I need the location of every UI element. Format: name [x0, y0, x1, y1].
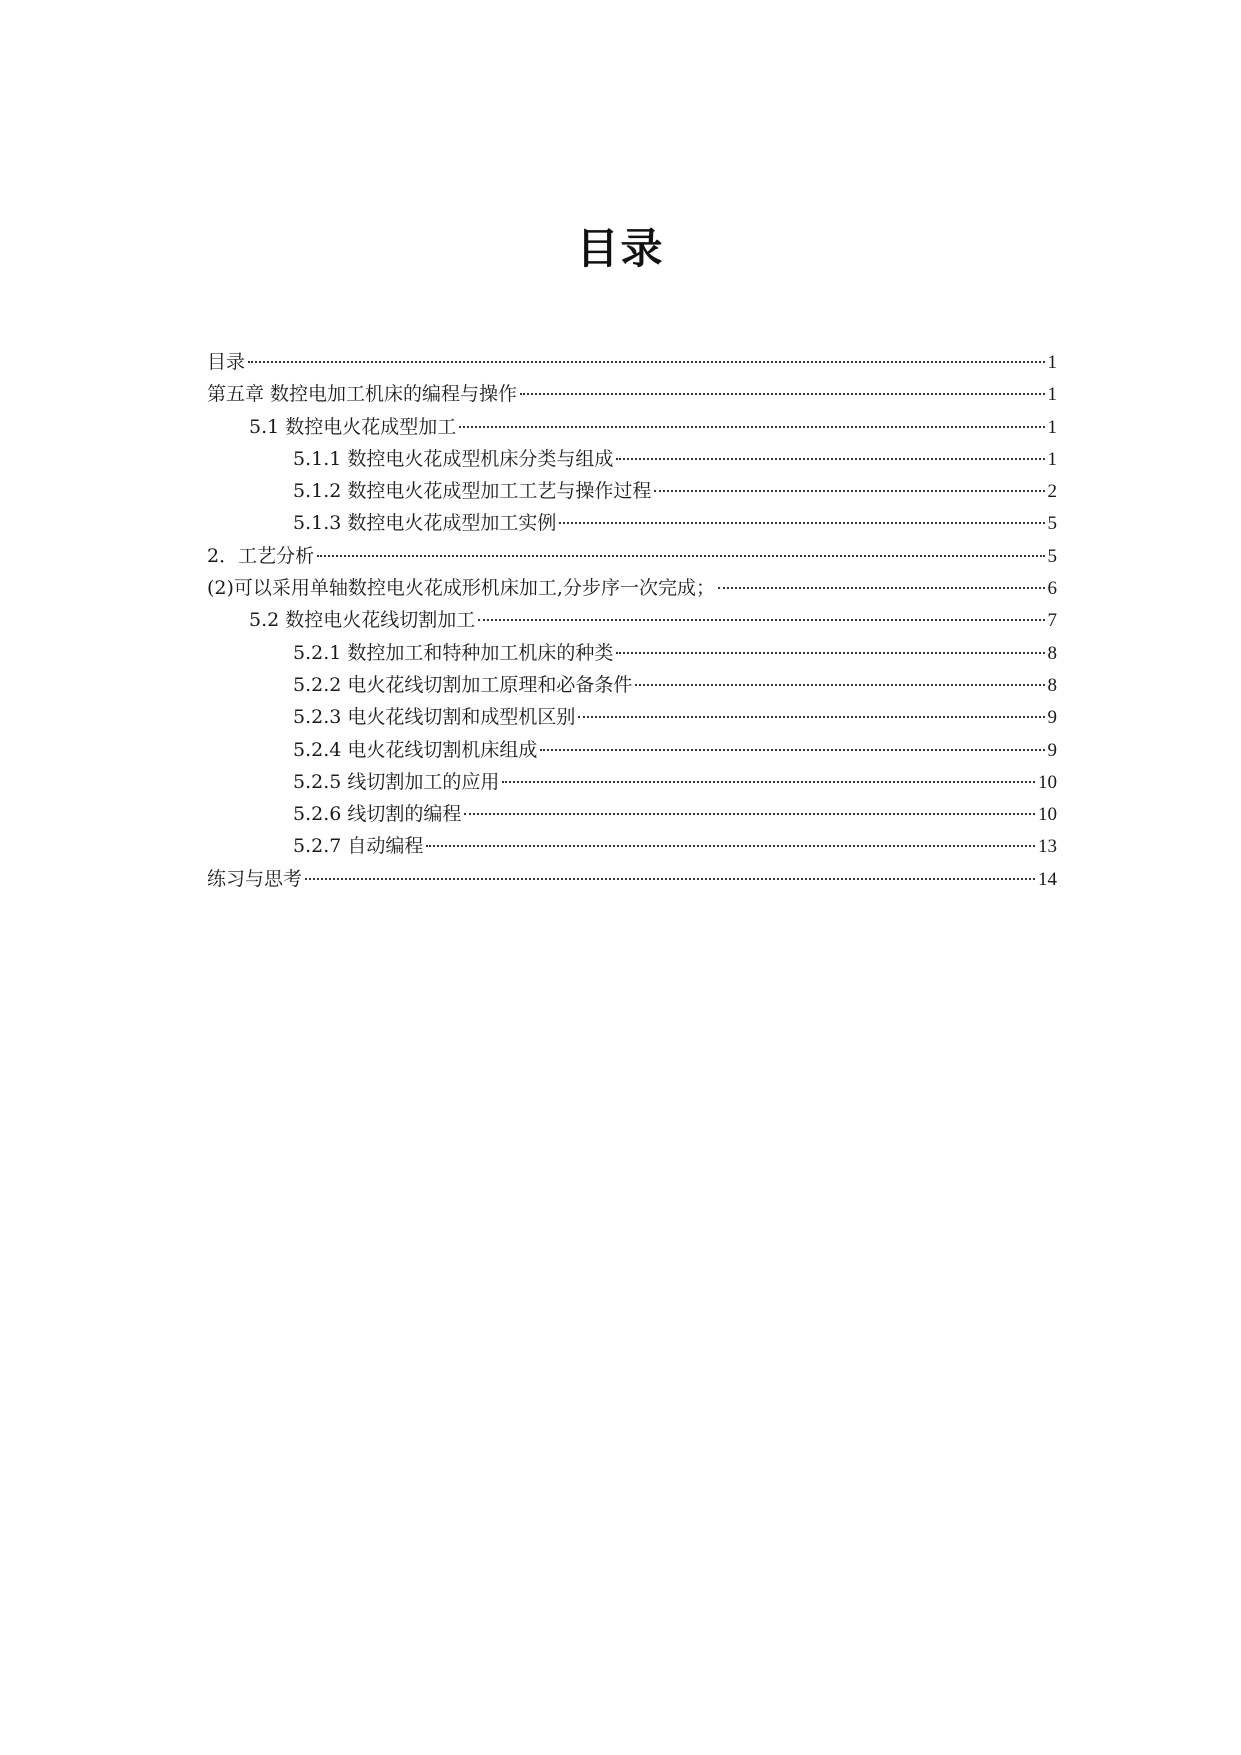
- toc-page-number: 7: [1047, 610, 1057, 632]
- toc-dot-leader: [464, 813, 1035, 815]
- toc-page-number: 1: [1047, 448, 1057, 470]
- toc-entry[interactable]: [207, 507, 1057, 539]
- table-of-contents: [207, 346, 1057, 895]
- toc-entry[interactable]: [207, 637, 1057, 669]
- toc-page-number: 5: [1047, 545, 1057, 567]
- toc-page-number: 6: [1047, 578, 1057, 600]
- toc-entry[interactable]: [207, 604, 1057, 636]
- toc-entry-text: 5.2.2 电火花线切割加工原理和必备条件: [293, 673, 633, 696]
- toc-entry-text: 5.1.2 数控电火花成型加工工艺与操作过程: [293, 480, 652, 503]
- toc-dot-leader: [578, 716, 1044, 718]
- toc-entry-text: 2．工艺分析: [207, 544, 315, 567]
- toc-entry-text: 5.2.4 电火花线切割机床组成: [293, 738, 538, 761]
- toc-page-number: 1: [1047, 416, 1057, 438]
- toc-page-number: 5: [1047, 513, 1057, 535]
- toc-entry-text: 练习与思考: [207, 867, 303, 890]
- toc-entry-text: 5.2.3 电火花线切割和成型机区别: [293, 706, 576, 729]
- toc-dot-leader: [718, 587, 1045, 589]
- toc-entry-text: 5.2 数控电火花线切割加工: [249, 609, 476, 632]
- toc-entry-text: 5.1 数控电火花成型加工: [249, 415, 457, 438]
- toc-entry[interactable]: [207, 346, 1057, 378]
- toc-page-number: 10: [1038, 771, 1057, 793]
- toc-entry[interactable]: [207, 378, 1057, 410]
- toc-entry[interactable]: [207, 863, 1057, 895]
- toc-page-number: 1: [1047, 384, 1057, 406]
- toc-entry[interactable]: [207, 572, 1057, 604]
- toc-entry[interactable]: [207, 701, 1057, 733]
- toc-page-number: 8: [1047, 674, 1057, 696]
- toc-dot-leader: [459, 426, 1044, 428]
- toc-entry[interactable]: [207, 766, 1057, 798]
- toc-entry-text: 5.1.3 数控电火花成型加工实例: [293, 512, 557, 535]
- toc-entry-text: 第五章 数控电加工机床的编程与操作: [207, 383, 518, 406]
- toc-page-number: 9: [1047, 707, 1057, 729]
- toc-dot-leader: [520, 393, 1044, 395]
- toc-entry[interactable]: [207, 798, 1057, 830]
- toc-entry[interactable]: [207, 540, 1057, 572]
- toc-entry-text: 5.2.1 数控加工和特种加工机床的种类: [293, 641, 614, 664]
- toc-dot-leader: [616, 458, 1044, 460]
- toc-dot-leader: [426, 845, 1035, 847]
- toc-page-number: 10: [1038, 804, 1057, 826]
- toc-dot-leader: [635, 684, 1044, 686]
- toc-dot-leader: [559, 522, 1044, 524]
- toc-entry[interactable]: [207, 734, 1057, 766]
- toc-page-number: 8: [1047, 642, 1057, 664]
- toc-dot-leader: [317, 555, 1044, 557]
- toc-entry-text: 目录: [207, 351, 246, 373]
- toc-page-number: 9: [1047, 739, 1057, 761]
- toc-entry-text: 5.2.6 线切割的编程: [293, 803, 462, 826]
- toc-entry-text: 5.2.7 自动编程: [293, 835, 424, 858]
- toc-entry[interactable]: [207, 669, 1057, 701]
- toc-dot-leader: [478, 619, 1044, 621]
- toc-dot-leader: [654, 490, 1044, 492]
- toc-entry[interactable]: [207, 443, 1057, 475]
- toc-dot-leader: [616, 652, 1044, 654]
- toc-dot-leader: [305, 878, 1035, 880]
- toc-dot-leader: [540, 749, 1044, 751]
- toc-page-number: 14: [1038, 868, 1057, 890]
- toc-page-number: 13: [1038, 836, 1057, 858]
- toc-entry-text: 5.2.5 线切割加工的应用: [293, 770, 500, 793]
- toc-entry-text: 5.1.1 数控电火花成型机床分类与组成: [293, 447, 614, 470]
- toc-dot-leader: [248, 361, 1044, 363]
- toc-page-number: 2: [1047, 481, 1057, 503]
- toc-title: 目录: [576, 224, 665, 273]
- toc-entry-text: (2)可以采用单轴数控电火花成形机床加工,分步序一次完成；: [207, 577, 715, 600]
- toc-entry[interactable]: [207, 475, 1057, 507]
- toc-page-number: 1: [1047, 352, 1057, 373]
- toc-entry[interactable]: [207, 411, 1057, 443]
- toc-entry[interactable]: [207, 830, 1057, 862]
- toc-dot-leader: [502, 781, 1035, 783]
